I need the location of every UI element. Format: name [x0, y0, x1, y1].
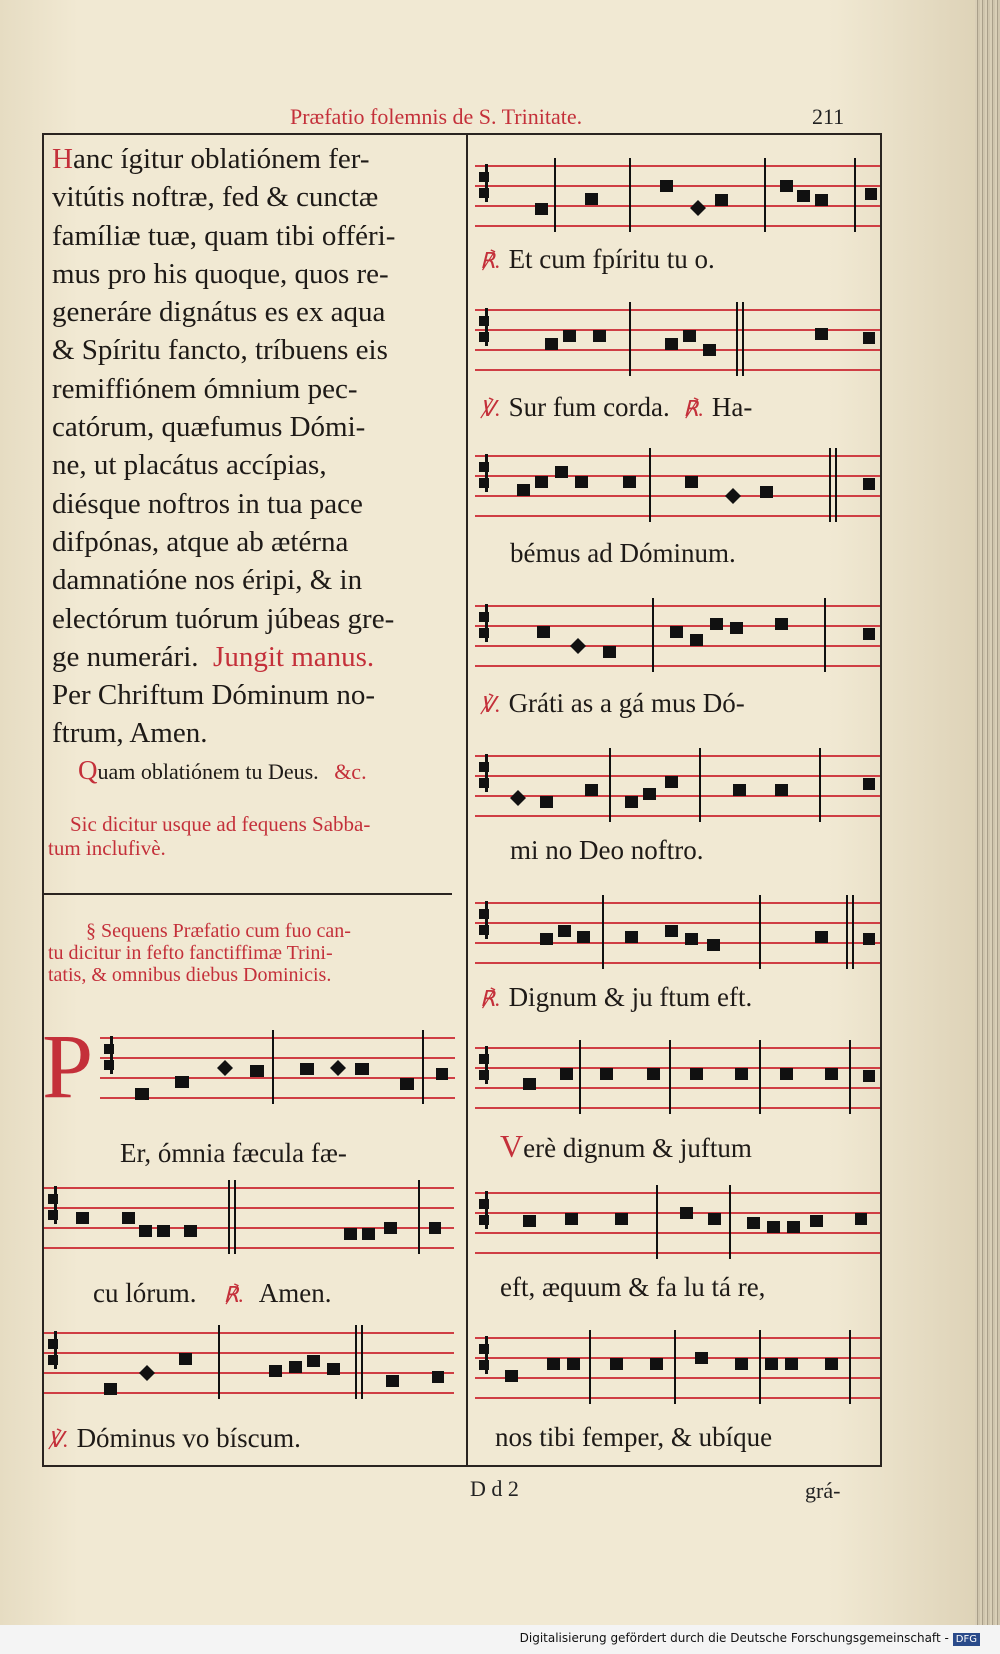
staff-left-3 — [44, 1325, 454, 1405]
right-frame-rule — [880, 133, 882, 1467]
signature-mark: D d 2 — [470, 1476, 519, 1501]
rubric-jungit: Jungit manus. — [213, 640, 375, 673]
prayer-line: mus pro his quoque, quos re- — [52, 257, 389, 290]
catchword: grá- — [805, 1478, 841, 1503]
staff-right-6 — [475, 895, 880, 975]
initial-P: P — [42, 1015, 94, 1117]
prayer-line: remiffiónem ómnium pec- — [52, 372, 358, 405]
prayer-line: generáre dignátus es ex aqua — [52, 296, 386, 329]
staff-right-3 — [475, 448, 880, 528]
response-sign: ℟. — [683, 396, 704, 421]
chant-text-right-8: eft, æquum & fa lu tá re, — [500, 1272, 766, 1302]
response-sign: ℟. — [480, 248, 501, 273]
scan-credit: Digitalisierung gefördert durch die Deutsche Forschungsgemeinschaft - DFG — [520, 1631, 980, 1646]
staff-right-1 — [475, 158, 880, 238]
left-separator-rule — [42, 893, 452, 895]
prayer-line: Hanc ígitur oblatiónem fer- — [52, 143, 370, 175]
staff-right-9 — [475, 1330, 880, 1410]
chant-text-right-7: Verè dignum & juftum — [500, 1128, 752, 1164]
chant-text-left-1: Er, ómnia fæcula fæ- — [120, 1138, 347, 1168]
prayer-line: Per Chriftum Dóminum no- — [52, 679, 376, 712]
chant-text-left-3: ℣. Dóminus vo bíscum. — [48, 1423, 301, 1453]
prayer-line: catórum, quæfumus Dómi- — [52, 411, 366, 444]
dfg-logo: DFG — [953, 1633, 980, 1646]
versicle-sign: ℣. — [48, 1427, 69, 1452]
response-sign: ℟. — [480, 986, 501, 1011]
left-frame-rule — [42, 133, 44, 1467]
page-edge — [975, 0, 1000, 1625]
prayer-line: ge numerári. Jungit manus. — [52, 640, 375, 673]
prayer-block — [52, 140, 462, 753]
staff-left-2 — [44, 1180, 454, 1260]
folio-number: 211 — [812, 104, 845, 129]
rubric-sequens: § Sequens Præfatio cum fuo can- tu dicitur in fefto fanctiffimæ Trini- tatis, & omnibus diebus Dominicis. — [48, 920, 351, 986]
chant-text-left-2: cu lórum. ℟. Amen. — [93, 1278, 332, 1308]
prayer-line: diésque noftros in tua pace — [52, 487, 363, 520]
staff-right-8 — [475, 1185, 880, 1265]
staff-right-4 — [475, 598, 880, 678]
rubric-sic-dicitur: Sic dicitur usque ad fequens Sabba- tum inclufivè. — [48, 812, 371, 860]
chant-text-right-6: ℟. Dignum & ju ftum eft. — [480, 982, 753, 1012]
quam-initial: Q — [78, 755, 98, 785]
bottom-rule — [42, 1465, 880, 1467]
chant-text-right-4: ℣. Gráti as a gá mus Dó- — [480, 688, 745, 718]
versicle-sign: ℣. — [480, 396, 501, 421]
prayer-line: famíliæ tuæ, quam tibi offéri- — [52, 219, 396, 252]
staff-right-7 — [475, 1040, 880, 1120]
initial-V: V — [500, 1128, 524, 1164]
prayer-line: damnatióne nos éripi, & in — [52, 564, 363, 597]
center-frame-rule — [466, 133, 468, 1467]
staff-right-5 — [475, 748, 880, 828]
running-title: Præfatio folemnis de S. Trinitate. — [290, 104, 583, 129]
chant-text-right-5: mi no Deo noftro. — [510, 835, 704, 865]
prayer-line: difpónas, atque ab ætérna — [52, 525, 349, 558]
versicle-sign: ℣. — [480, 692, 501, 717]
chant-text-right-2: ℣. Sur fum corda. ℟. Ha- — [480, 392, 753, 422]
prayer-line: & Spíritu fancto, tríbuens eis — [52, 334, 388, 367]
prayer-line: vitútis noftræ, fed & cunctæ — [52, 181, 379, 214]
chant-text-right-3: bémus ad Dóminum. — [510, 538, 736, 568]
staff-right-2 — [475, 302, 880, 382]
staff-left-1 — [100, 1030, 455, 1110]
prayer-line: ne, ut placátus accípias, — [52, 449, 327, 482]
quam-line: Quam oblatiónem tu Deus. &c. — [78, 755, 367, 785]
prayer-line: ftrum, Amen. — [52, 717, 208, 750]
response-sign: ℟. — [223, 1282, 245, 1307]
prayer-initial: H — [52, 143, 73, 175]
chant-text-right-9: nos tibi femper, & ubíque — [495, 1422, 773, 1452]
prayer-line: electórum tuórum júbeas gre- — [52, 602, 395, 635]
top-rule — [42, 133, 880, 135]
chant-text-right-1: ℟. Et cum fpíritu tu o. — [480, 244, 715, 274]
